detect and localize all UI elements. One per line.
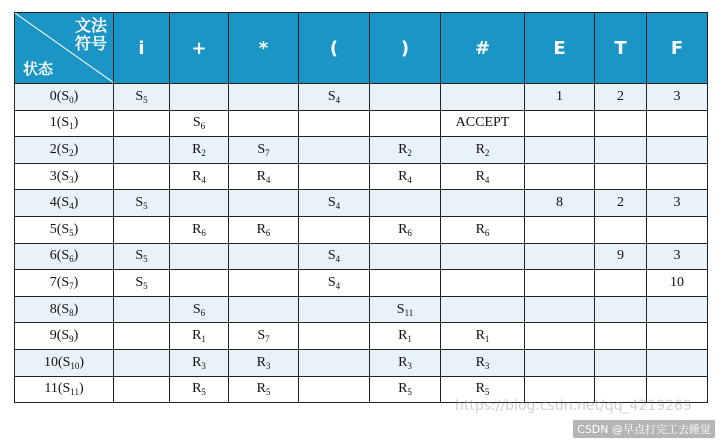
table-row <box>15 296 708 323</box>
state-subscript: 9 <box>69 334 74 345</box>
action-cell <box>170 84 229 111</box>
table-row <box>15 163 708 190</box>
action-cell <box>441 270 525 297</box>
cell-value: R <box>475 141 485 157</box>
action-cell <box>370 376 441 403</box>
action-cell <box>299 84 370 111</box>
action-cell <box>647 323 708 350</box>
cell-value: R <box>475 354 485 370</box>
action-cell <box>525 323 595 350</box>
cell-subscript: 5 <box>143 280 148 291</box>
action-cell <box>370 137 441 164</box>
state-subscript: 6 <box>69 254 74 265</box>
action-cell <box>229 376 299 403</box>
state-cell <box>15 216 114 243</box>
cell-subscript: 4 <box>407 174 412 185</box>
action-cell <box>114 296 170 323</box>
cell-value: S <box>135 195 144 211</box>
action-cell <box>170 349 229 376</box>
state-number: 0 <box>49 88 57 104</box>
cell-subscript: 4 <box>484 174 490 185</box>
action-cell <box>525 137 595 164</box>
action-cell <box>170 110 229 137</box>
cell-subscript: 4 <box>335 254 341 265</box>
action-cell <box>229 84 299 111</box>
cell-subscript: 5 <box>143 201 148 212</box>
action-cell <box>370 323 441 350</box>
cell-value: S <box>257 328 266 344</box>
action-cell <box>595 190 647 217</box>
cell-value: S <box>135 274 144 290</box>
state-paren-open: (S <box>56 274 70 290</box>
action-cell <box>114 110 170 137</box>
cell-subscript: 6 <box>200 121 206 132</box>
cell-value: S <box>327 195 336 211</box>
cell-subscript: 1 <box>484 334 490 345</box>
action-cell <box>595 323 647 350</box>
state-cell <box>15 323 114 350</box>
state-paren-open: (S <box>56 221 70 237</box>
action-cell <box>441 190 525 217</box>
state-paren-close: ) <box>73 274 79 290</box>
action-cell <box>170 243 229 270</box>
action-cell <box>647 110 708 137</box>
state-paren-close: ) <box>78 381 84 397</box>
cell-subscript: 4 <box>335 201 341 212</box>
cell-value: S <box>327 248 336 264</box>
cell-value: S <box>192 301 201 317</box>
action-cell <box>370 270 441 297</box>
action-cell <box>441 84 525 111</box>
cell-value: S <box>135 88 144 104</box>
state-cell <box>15 349 114 376</box>
state-number: 2 <box>49 141 57 157</box>
action-cell <box>525 190 595 217</box>
action-cell <box>370 216 441 243</box>
cell-value: R <box>256 354 266 370</box>
action-cell <box>370 84 441 111</box>
action-cell <box>114 323 170 350</box>
action-cell <box>647 163 708 190</box>
cell-subscript: 6 <box>201 227 206 238</box>
cell-subscript: 5 <box>484 387 490 398</box>
corner-bottom-label: 状态 <box>23 60 54 78</box>
cell-subscript: 3 <box>407 360 412 371</box>
state-paren-close: ) <box>73 195 79 211</box>
action-cell <box>299 110 370 137</box>
state-number: 10 <box>43 354 58 370</box>
action-cell <box>525 270 595 297</box>
header-row <box>15 13 708 84</box>
action-cell <box>299 243 370 270</box>
cell-value: 2 <box>617 88 624 104</box>
state-paren-open: (S <box>56 301 70 317</box>
action-cell <box>441 296 525 323</box>
cell-value: R <box>192 221 202 237</box>
state-subscript: 10 <box>70 360 80 371</box>
action-cell <box>647 137 708 164</box>
action-cell <box>299 190 370 217</box>
action-cell <box>525 243 595 270</box>
state-subscript: 7 <box>69 280 74 291</box>
table-row <box>15 243 708 270</box>
action-cell <box>170 323 229 350</box>
table-row <box>15 349 708 376</box>
column-header: * <box>229 13 299 84</box>
cell-subscript: 5 <box>143 94 148 105</box>
cell-subscript: 6 <box>484 227 490 238</box>
state-number: 4 <box>49 195 57 211</box>
action-cell <box>170 270 229 297</box>
action-cell <box>229 323 299 350</box>
action-cell <box>647 270 708 297</box>
table-row <box>15 110 708 137</box>
column-header: E <box>525 13 595 84</box>
column-header: ) <box>370 13 441 84</box>
action-cell <box>170 296 229 323</box>
cell-value: R <box>475 168 485 184</box>
cell-subscript: 4 <box>335 94 341 105</box>
action-cell <box>114 137 170 164</box>
column-header: + <box>170 13 229 84</box>
action-cell <box>170 163 229 190</box>
state-number: 1 <box>49 115 57 131</box>
action-cell <box>370 163 441 190</box>
cell-subscript: 5 <box>201 387 206 398</box>
action-cell <box>595 84 647 111</box>
action-cell <box>647 84 708 111</box>
table-row <box>15 84 708 111</box>
cell-value: R <box>475 381 485 397</box>
watermark-text: https://blog.csdn.net/qq_4219269 <box>455 398 692 414</box>
state-cell <box>15 163 114 190</box>
cell-value: 2 <box>617 195 624 211</box>
cell-value: R <box>192 354 202 370</box>
state-number: 8 <box>49 301 57 317</box>
state-cell <box>15 270 114 297</box>
cell-subscript: 3 <box>201 360 206 371</box>
cell-subscript: 6 <box>265 227 271 238</box>
action-cell <box>441 163 525 190</box>
action-cell <box>299 349 370 376</box>
state-subscript: 0 <box>69 94 74 105</box>
cell-value: 3 <box>673 195 681 211</box>
action-cell <box>229 349 299 376</box>
cell-subscript: 6 <box>200 307 206 318</box>
cell-value: R <box>398 141 408 157</box>
action-cell <box>370 110 441 137</box>
table-row <box>15 216 708 243</box>
cell-subscript: 5 <box>407 387 412 398</box>
cell-value: R <box>256 168 266 184</box>
cell-subscript: 4 <box>335 280 341 291</box>
action-cell <box>647 349 708 376</box>
cell-value: 3 <box>673 88 681 104</box>
table-body <box>15 84 708 403</box>
action-cell <box>114 243 170 270</box>
cell-subscript: 4 <box>265 174 271 185</box>
action-cell <box>229 270 299 297</box>
cell-subscript: 4 <box>201 174 206 185</box>
cell-value: R <box>398 381 408 397</box>
action-cell <box>595 163 647 190</box>
action-cell <box>525 296 595 323</box>
action-cell <box>370 243 441 270</box>
action-cell <box>647 296 708 323</box>
state-number: 6 <box>49 248 57 264</box>
state-paren-close: ) <box>73 141 79 157</box>
cell-subscript: 3 <box>265 360 271 371</box>
cell-value: 8 <box>556 195 563 211</box>
action-cell <box>170 137 229 164</box>
action-cell <box>595 349 647 376</box>
cell-value: S <box>192 115 201 131</box>
cell-subscript: 7 <box>265 147 270 158</box>
state-subscript: 3 <box>69 174 74 185</box>
cell-subscript: 2 <box>484 147 490 158</box>
cell-subscript: 7 <box>265 334 270 345</box>
cell-value: S <box>327 88 336 104</box>
action-cell <box>595 296 647 323</box>
action-cell <box>441 323 525 350</box>
state-paren-close: ) <box>73 168 79 184</box>
cell-subscript: 2 <box>201 147 206 158</box>
action-cell <box>114 163 170 190</box>
cell-value: R <box>398 328 408 344</box>
corner-header-cell <box>15 13 114 84</box>
state-paren-close: ) <box>73 301 79 317</box>
action-cell <box>595 243 647 270</box>
action-cell <box>595 216 647 243</box>
table-row <box>15 270 708 297</box>
action-cell <box>441 110 525 137</box>
state-subscript: 4 <box>69 201 74 212</box>
action-cell <box>170 376 229 403</box>
cell-value: S <box>135 248 144 264</box>
cell-value: S <box>327 274 336 290</box>
state-paren-close: ) <box>73 115 79 131</box>
state-paren-close: ) <box>73 328 79 344</box>
state-subscript: 11 <box>70 387 79 398</box>
cell-subscript: 2 <box>407 147 412 158</box>
action-cell <box>114 376 170 403</box>
cell-value: R <box>192 141 202 157</box>
cell-value: R <box>398 168 408 184</box>
action-cell <box>229 190 299 217</box>
cell-value: ACCEPT <box>455 115 510 131</box>
corner-top-label <box>75 17 107 53</box>
action-cell <box>370 190 441 217</box>
cell-value: R <box>475 221 485 237</box>
cell-subscript: 1 <box>201 334 206 345</box>
state-paren-open: (S <box>56 168 70 184</box>
cell-value: R <box>398 354 408 370</box>
cell-subscript: 6 <box>407 227 412 238</box>
action-cell <box>525 349 595 376</box>
action-cell <box>299 137 370 164</box>
state-paren-open: (S <box>56 88 70 104</box>
action-cell <box>595 110 647 137</box>
corner-top-line1: 文法 <box>74 16 107 35</box>
state-paren-close: ) <box>73 88 79 104</box>
cell-value: 10 <box>670 274 684 290</box>
state-paren-open: (S <box>56 328 70 344</box>
state-cell <box>15 243 114 270</box>
state-subscript: 1 <box>69 121 74 132</box>
action-cell <box>299 216 370 243</box>
cell-value: R <box>192 168 202 184</box>
action-cell <box>299 296 370 323</box>
action-cell <box>114 216 170 243</box>
credit-badge: CSDN @早点打完工去睡觉 <box>573 420 715 438</box>
action-cell <box>525 163 595 190</box>
state-subscript: 8 <box>69 307 74 318</box>
cell-value: 3 <box>673 248 681 264</box>
state-number: 7 <box>49 274 57 290</box>
column-header: F <box>647 13 708 84</box>
action-cell <box>299 323 370 350</box>
state-subscript: 5 <box>69 227 74 238</box>
state-subscript: 2 <box>69 147 74 158</box>
state-paren-open: (S <box>57 381 71 397</box>
action-cell <box>525 110 595 137</box>
action-cell <box>229 296 299 323</box>
action-cell <box>114 190 170 217</box>
state-cell <box>15 296 114 323</box>
action-cell <box>229 110 299 137</box>
table-row <box>15 137 708 164</box>
cell-value: R <box>256 221 266 237</box>
action-cell <box>525 216 595 243</box>
action-cell <box>170 216 229 243</box>
state-number: 3 <box>49 168 57 184</box>
column-header: i <box>114 13 170 84</box>
state-paren-open: (S <box>57 354 71 370</box>
table-row <box>15 323 708 350</box>
action-cell <box>647 216 708 243</box>
action-cell <box>441 137 525 164</box>
action-cell <box>370 296 441 323</box>
state-cell <box>15 190 114 217</box>
cell-subscript: 1 <box>407 334 412 345</box>
action-cell <box>170 190 229 217</box>
state-cell <box>15 137 114 164</box>
cell-subscript: 5 <box>143 254 148 265</box>
action-cell <box>114 349 170 376</box>
state-cell <box>15 110 114 137</box>
action-cell <box>114 84 170 111</box>
state-paren-open: (S <box>56 115 70 131</box>
cell-value: S <box>396 301 405 317</box>
action-cell <box>441 243 525 270</box>
cell-subscript: 5 <box>265 387 271 398</box>
action-cell <box>525 84 595 111</box>
corner-top-line2: 符号 <box>74 34 107 53</box>
action-cell <box>299 376 370 403</box>
action-cell <box>229 216 299 243</box>
action-cell <box>229 163 299 190</box>
state-paren-open: (S <box>56 195 70 211</box>
cell-value: R <box>192 328 202 344</box>
state-paren-open: (S <box>56 248 70 264</box>
state-paren-close: ) <box>79 354 85 370</box>
cell-value: R <box>475 328 485 344</box>
action-cell <box>229 243 299 270</box>
cell-subscript: 3 <box>484 360 490 371</box>
cell-value: S <box>257 141 266 157</box>
column-header: ( <box>299 13 370 84</box>
action-cell <box>595 137 647 164</box>
action-cell <box>647 190 708 217</box>
state-number: 11 <box>44 381 58 397</box>
column-header: T <box>595 13 647 84</box>
action-cell <box>595 270 647 297</box>
cell-value: R <box>192 381 202 397</box>
column-header: # <box>441 13 525 84</box>
cell-value: R <box>398 221 408 237</box>
state-paren-close: ) <box>73 248 79 264</box>
action-cell <box>229 137 299 164</box>
action-cell <box>647 243 708 270</box>
table-row <box>15 190 708 217</box>
cell-value: 1 <box>556 88 563 104</box>
state-paren-close: ) <box>73 221 79 237</box>
action-cell <box>299 163 370 190</box>
action-cell <box>370 349 441 376</box>
state-number: 5 <box>49 221 57 237</box>
lr-table-wrapper <box>14 12 708 403</box>
action-cell <box>441 216 525 243</box>
action-cell <box>441 349 525 376</box>
lr-parsing-table <box>14 12 708 403</box>
action-cell <box>114 270 170 297</box>
state-number: 9 <box>49 328 57 344</box>
cell-value: R <box>256 381 266 397</box>
state-cell <box>15 376 114 403</box>
state-paren-open: (S <box>56 141 70 157</box>
action-cell <box>299 270 370 297</box>
cell-subscript: 11 <box>404 307 414 318</box>
state-cell <box>15 84 114 111</box>
cell-value: 9 <box>617 248 624 264</box>
